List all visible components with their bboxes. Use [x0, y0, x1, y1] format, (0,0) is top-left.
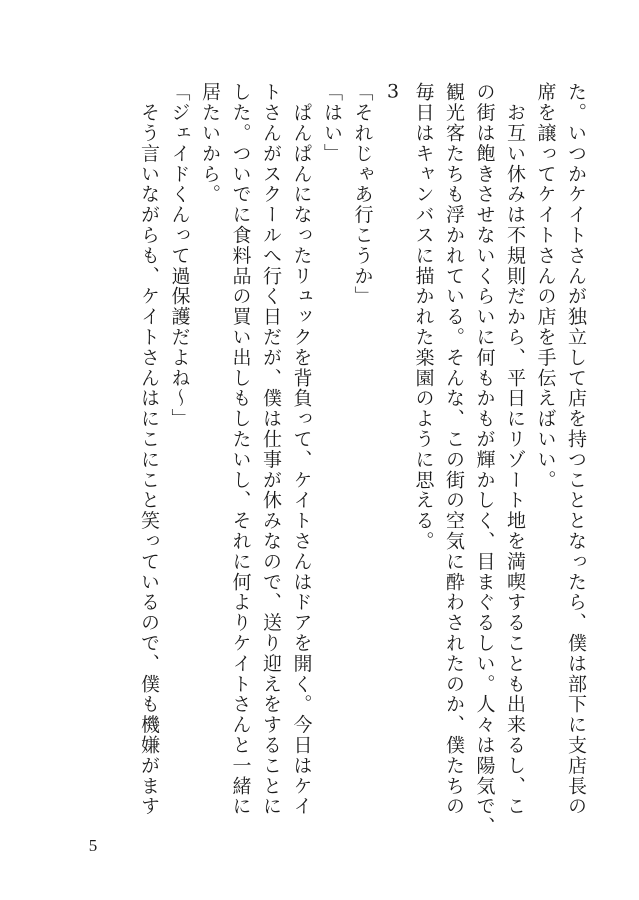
- text-line: 「ジェイドくんって過保護だよね〜」: [168, 82, 191, 429]
- text-line: ぱんぱんになったリュックを背負って、ケイトさんはドアを開く。今日はケイ: [290, 82, 313, 817]
- text-line: トさんがスクールへ行く日だが、僕は仕事が休みなので、送り迎えをすることに: [260, 82, 282, 817]
- text-line: 「はい」: [321, 82, 343, 164]
- text-line: 席を譲ってケイトさんの店を手伝えばいい。: [534, 82, 557, 490]
- text-line: 「それじゃあ行こうか」: [351, 82, 374, 307]
- vertical-text-body: [134, 82, 592, 837]
- text-line: お互い休みは不規則だから、平日にリゾート地を満喫することも出来るし、こ: [504, 82, 526, 817]
- text-line: 観光客たちも浮かれている。そんな、この街の空気に酔わされたのか、僕たちの: [443, 82, 465, 817]
- section-number: 3: [386, 82, 400, 101]
- text-line: 毎日はキャンバスに描かれた楽園のように思える。: [412, 82, 435, 552]
- text-line: の街は飽きさせないくらいに何もかもが輝かしく、目まぐるしい。人々は陽気で、: [473, 82, 496, 837]
- text-line: た。いつかケイトさんが独立して店を持つこととなったら、僕は部下に支店長の: [565, 82, 587, 817]
- text-line: 居たいから。: [199, 82, 221, 205]
- page-number: 5: [88, 836, 98, 855]
- text-line: そう言いながらも、ケイトさんはにこにこと笑っているので、僕も機嫌がます: [138, 82, 160, 817]
- text-line: した。ついでに食料品の買い出しもしたいし、それに何よりケイトさんと一緒に: [229, 82, 252, 817]
